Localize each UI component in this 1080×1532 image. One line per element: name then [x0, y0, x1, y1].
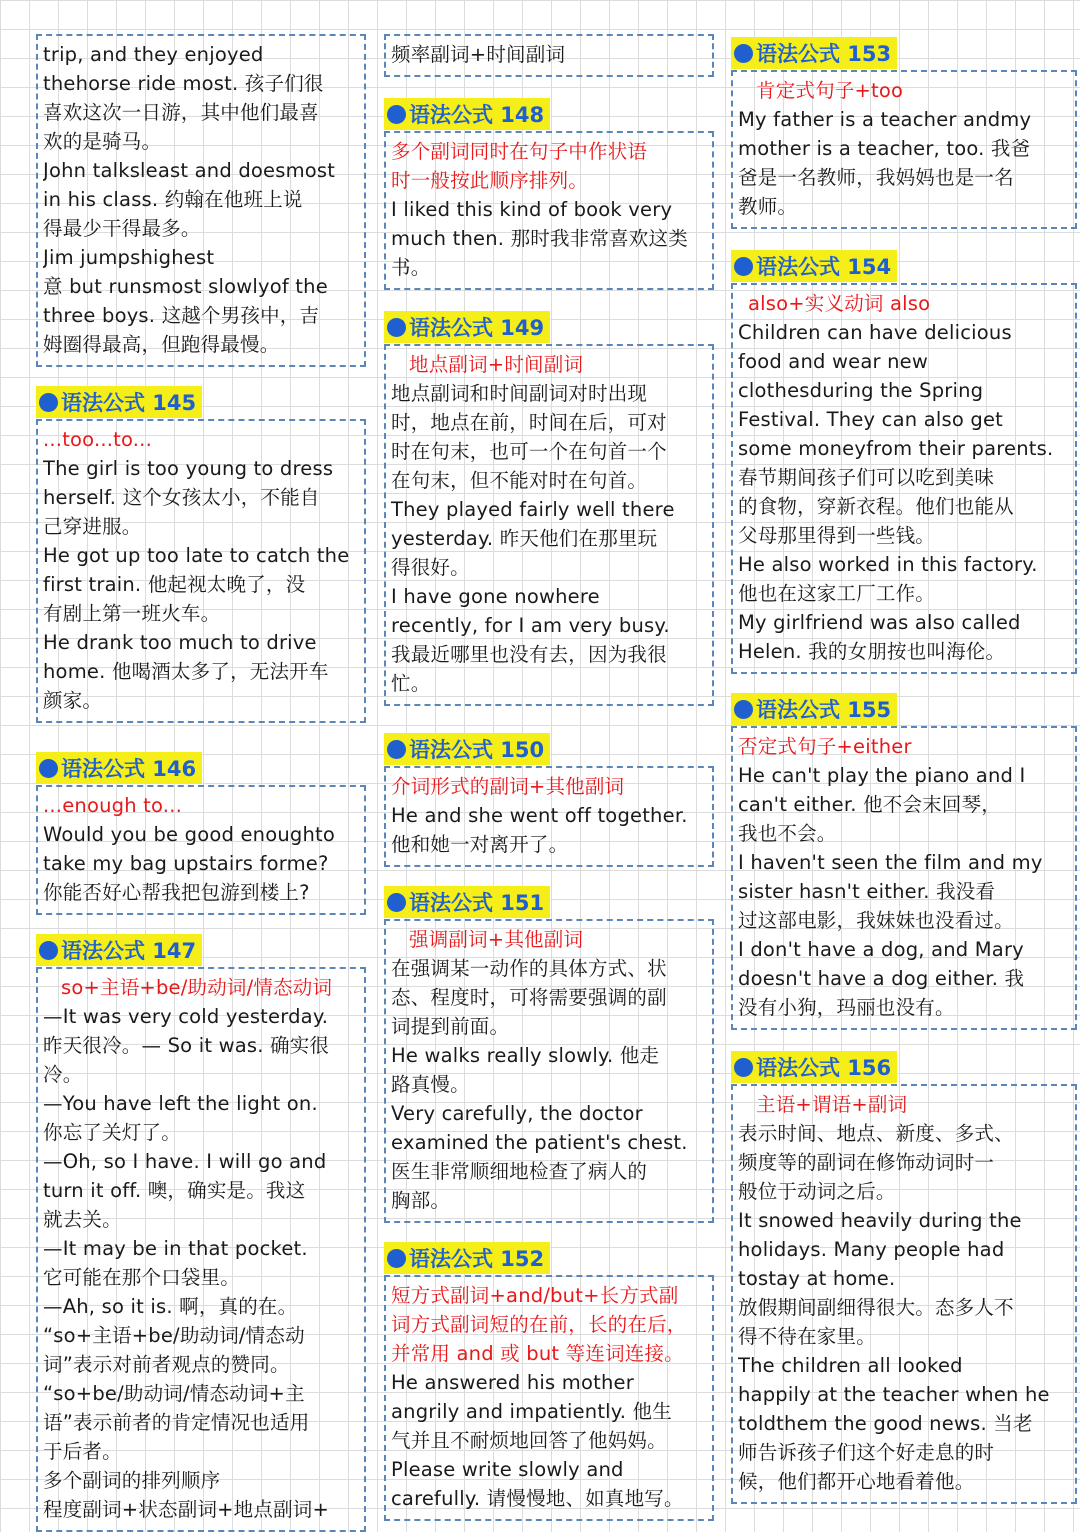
text-line: recently, for I am very busy.: [391, 614, 670, 637]
text-line: angrily and impatiently. 他生: [391, 1400, 672, 1423]
section-box-154: [731, 283, 1077, 674]
section-heading-145: [36, 385, 366, 419]
text-line: The children all looked: [738, 1354, 963, 1377]
text-line: 你能否好心帮我把包游到楼上?: [43, 881, 310, 904]
section-heading-156: [731, 1050, 1077, 1084]
text-line: 般位于动词之后。: [738, 1180, 896, 1203]
text-line: 父母那里得到一些钱。: [738, 524, 936, 547]
text-line: 在句末，但不能对时在句首。: [391, 469, 648, 492]
section-title: 语法公式 151: [409, 891, 545, 915]
section-heading-153: [731, 36, 1077, 70]
section-box-156: [731, 1084, 1077, 1504]
text-line: He can't play the piano and I: [738, 764, 1026, 787]
section-heading-154: [731, 249, 1077, 283]
formula-subtitle: so+主语+be/助动词/情态动词: [61, 976, 333, 999]
text-line: He answered his mother: [391, 1371, 634, 1394]
text-line: Very carefully, the doctor: [391, 1102, 643, 1125]
text-line: 意 but runsmost slowlyof the: [43, 275, 328, 298]
bullet-icon: [387, 105, 406, 124]
text-line: He drank too much to drive: [43, 631, 317, 654]
text-line: “so+be/助动词/情态动词+主: [43, 1382, 305, 1405]
bullet-icon: [39, 759, 58, 778]
text-line: My father is a teacher andmy: [738, 108, 1032, 131]
text-line: thehorse ride most. 孩子们很: [43, 72, 324, 95]
text-line: Would you be good enoughto: [43, 823, 335, 846]
text-line: 师告诉孩子们这个好走息的时: [738, 1441, 995, 1464]
text-line: 候，他们都开心地看着他。: [738, 1470, 975, 1493]
text-line: 的食物，穿新衣程。他们也能从: [738, 495, 1014, 518]
column-1: [36, 34, 366, 1532]
text-line: 没有小狗，玛丽也没有。: [738, 996, 955, 1019]
bullet-icon: [387, 893, 406, 912]
formula-subtitle: ...enough to...: [43, 794, 183, 817]
text-line: He and she went off together.: [391, 804, 688, 827]
text-line: 就去关。: [43, 1208, 122, 1231]
text-line: 路真慢。: [391, 1073, 470, 1096]
text-line: He also worked in this factory.: [738, 553, 1038, 576]
section-title: 语法公式 148: [409, 103, 545, 127]
text-line: I have gone nowhere: [391, 585, 600, 608]
text-line: —It was very cold yesterday.: [43, 1005, 329, 1028]
text-line: take my bag upstairs forme?: [43, 852, 329, 875]
formula-subtitle: 地点副词+时间副词: [409, 353, 584, 376]
text-line: can't either. 他不会末回琴，: [738, 793, 1001, 816]
text-line: 胸部。: [391, 1189, 451, 1212]
text-line: 他和她一对离开了。: [391, 833, 569, 856]
text-line: “so+主语+be/助动词/情态动: [43, 1324, 305, 1347]
bullet-icon: [387, 318, 406, 337]
text-line: 词提到前面。: [391, 1015, 510, 1038]
section-box-149: [384, 344, 714, 706]
section-heading-148: [384, 97, 714, 131]
text-line: 气并且不耐烦地回答了他妈妈。: [391, 1429, 667, 1452]
text-line: 姆圈得最高，但跑得最慢。: [43, 333, 280, 356]
text-line: 喜欢这次一日游，其中他们最喜: [43, 101, 319, 124]
formula-subtitle: 强调副词+其他副词: [409, 928, 584, 951]
text-line: some moneyfrom their parents.: [738, 437, 1054, 460]
text-line: I haven't seen the film and my: [738, 851, 1043, 874]
text-line: first train. 他起视太晚了，没: [43, 573, 306, 596]
text-line: Festival. They can also get: [738, 408, 1003, 431]
text-line: 放假期间副细得很大。态多人不: [738, 1296, 1014, 1319]
text-line: 昨天很冷。— So it was. 确实很: [43, 1034, 330, 1057]
text-line: —You have left the light on.: [43, 1092, 318, 1115]
text-line: sister hasn't either. 我没看: [738, 880, 996, 903]
bullet-icon: [39, 941, 58, 960]
formula-subtitle: ...too...to...: [43, 428, 152, 451]
section-box-148: [384, 131, 714, 290]
text-line: Children can have delicious: [738, 321, 1012, 344]
bullet-icon: [39, 393, 58, 412]
text-line: 我也不会。: [738, 822, 837, 845]
text-line: 你忘了关灯了。: [43, 1121, 181, 1144]
text-line: 它可能在那个口袋里。: [43, 1266, 241, 1289]
text-line: —It may be in that pocket.: [43, 1237, 308, 1260]
text-line: 我最近哪里也没有去，因为我很: [391, 643, 667, 666]
continued-box: [384, 34, 714, 77]
text-line: 忙。: [391, 672, 431, 695]
text-line: 得很好。: [391, 556, 470, 579]
text-line: 在强调某一动作的具体方式、状: [391, 957, 667, 980]
text-line: 医生非常顺细地检查了病人的: [391, 1160, 648, 1183]
text-line: 有剧上第一班火车。: [43, 602, 221, 625]
text-line: 时在句末，也可一个在句首一个: [391, 440, 667, 463]
text-line: 书。: [391, 256, 431, 279]
formula-subtitle: 多个副词同时在句子中作状语: [391, 140, 648, 163]
text-line: John talksleast and doesmost: [43, 159, 336, 182]
text-line: —Oh, so I have. I will go and: [43, 1150, 327, 1173]
text-line: 得最少干得最多。: [43, 217, 201, 240]
section-heading-150: [384, 732, 714, 766]
section-title: 语法公式 149: [409, 316, 545, 340]
column-2: [384, 34, 714, 1521]
text-line: Please write slowly and: [391, 1458, 624, 1481]
text-line: The girl is too young to dress: [43, 457, 334, 480]
formula-subtitle: also+实义动词 also: [748, 292, 931, 315]
section-heading-147: [36, 933, 366, 967]
bullet-icon: [734, 257, 753, 276]
section-heading-149: [384, 310, 714, 344]
text-line: They played fairly well there: [391, 498, 675, 521]
text-line: Jim jumpshighest: [43, 246, 215, 269]
section-title: 语法公式 153: [756, 42, 892, 66]
text-line: 颜家。: [43, 689, 103, 712]
formula-subtitle: 介词形式的副词+其他副词: [391, 775, 625, 798]
text-line: trip, and they enjoyed: [43, 43, 264, 66]
section-title: 语法公式 155: [756, 698, 892, 722]
text-line: happily at the teacher when he: [738, 1383, 1050, 1406]
text-line: carefully. 请慢慢地、如真地写。: [391, 1487, 684, 1510]
text-line: He got up too late to catch the: [43, 544, 350, 567]
text-line: 于后者。: [43, 1440, 122, 1463]
section-box-155: [731, 726, 1077, 1030]
bullet-icon: [734, 700, 753, 719]
section-heading-146: [36, 751, 366, 785]
text-line: 语”表示前者的肯定情况也适用: [43, 1411, 310, 1434]
text-line: 频度等的副词在修饰动词时一: [738, 1151, 995, 1174]
text-line: holidays. Many people had: [738, 1238, 1005, 1261]
section-title: 语法公式 156: [756, 1056, 892, 1080]
formula-subtitle: 主语+谓语+副词: [756, 1093, 908, 1116]
bullet-icon: [734, 1058, 753, 1077]
text-line: I don't have a dog, and Mary: [738, 938, 1024, 961]
formula-subtitle: 并常用 and 或 but 等连词连接。: [391, 1342, 684, 1365]
text-line: much then. 那时我非常喜欢这类: [391, 227, 688, 250]
text-line: three boys. 这越个男孩中，吉: [43, 304, 320, 327]
section-box-145: [36, 419, 366, 723]
text-line: in his class. 约翰在他班上说: [43, 188, 303, 211]
formula-subtitle: 肯定式句子+too: [756, 79, 904, 102]
text-line: tostay at home.: [738, 1267, 896, 1290]
text-line: turn it off. 噢，确实是。我这: [43, 1179, 306, 1202]
section-box-150: [384, 766, 714, 867]
section-title: 语法公式 146: [61, 757, 197, 781]
bullet-icon: [387, 1249, 406, 1268]
formula-subtitle: 短方式副词+and/but+长方式副: [391, 1284, 679, 1307]
section-heading-155: [731, 692, 1077, 726]
text-line: He walks really slowly. 他走: [391, 1044, 660, 1067]
section-box-146: [36, 785, 366, 915]
text-line: Helen. 我的女朋按也叫海伦。: [738, 640, 1006, 663]
text-line: My girlfriend was also called: [738, 611, 1021, 634]
section-heading-152: [384, 1241, 714, 1275]
text-line: —Ah, so it is. 啊，真的在。: [43, 1295, 298, 1318]
bullet-icon: [387, 740, 406, 759]
text-line: 爸是一名教师，我妈妈也是一名: [738, 166, 1014, 189]
text-line: It snowed heavily during the: [738, 1209, 1022, 1232]
continued-box: [36, 34, 366, 367]
text-line: 冷。: [43, 1063, 83, 1086]
text-line: doesn't have a dog either. 我: [738, 967, 1025, 990]
section-title: 语法公式 150: [409, 738, 545, 762]
section-box-153: [731, 70, 1077, 229]
section-box-151: [384, 919, 714, 1223]
text-line: home. 他喝酒太多了，无法开车: [43, 660, 329, 683]
text-line: 程度副词+状态副词+地点副词+: [43, 1498, 330, 1521]
text-line: food and wear new: [738, 350, 929, 373]
text-line: 他也在这家工厂工作。: [738, 582, 936, 605]
text-line: 春节期间孩子们可以吃到美味: [738, 466, 995, 489]
text-line: toldthem the good news. 当老: [738, 1412, 1033, 1435]
section-title: 语法公式 147: [61, 939, 197, 963]
section-title: 语法公式 145: [61, 391, 197, 415]
text-line: clothesduring the Spring: [738, 379, 984, 402]
section-box-152: [384, 1275, 714, 1521]
section-heading-151: [384, 885, 714, 919]
text-line: 表示时间、地点、新度、多式、: [738, 1122, 1014, 1145]
text-line: 频率副词+时间副词: [391, 43, 566, 66]
text-line: 得不待在家里。: [738, 1325, 876, 1348]
text-line: mother is a teacher, too. 我爸: [738, 137, 1031, 160]
text-line: 时，地点在前，时间在后，可对: [391, 411, 667, 434]
text-line: 过这部电影，我妹妹也没看过。: [738, 909, 1014, 932]
column-3: [731, 34, 1077, 1504]
text-line: herself. 这个女孩太小，不能自: [43, 486, 320, 509]
section-title: 语法公式 152: [409, 1247, 545, 1271]
formula-subtitle: 词方式副词短的在前，长的在后，: [391, 1313, 687, 1336]
text-line: 地点副词和时间副词对时出现: [391, 382, 648, 405]
text-line: 欢的是骑马。: [43, 130, 162, 153]
text-line: I liked this kind of book very: [391, 198, 673, 221]
bullet-icon: [734, 44, 753, 63]
text-line: 态、程度时，可将需要强调的副: [391, 986, 667, 1009]
text-line: 多个副词的排列顺序: [43, 1469, 221, 1492]
section-box-147: [36, 967, 366, 1532]
formula-subtitle: 时一般按此顺序排列。: [391, 169, 589, 192]
formula-subtitle: 否定式句子+either: [738, 735, 912, 758]
text-line: 教师。: [738, 195, 798, 218]
text-line: yesterday. 昨天他们在那里玩: [391, 527, 658, 550]
text-line: 己穿进服。: [43, 515, 142, 538]
section-title: 语法公式 154: [756, 255, 892, 279]
text-line: examined the patient's chest.: [391, 1131, 688, 1154]
text-line: 词”表示对前者观点的赞同。: [43, 1353, 290, 1376]
